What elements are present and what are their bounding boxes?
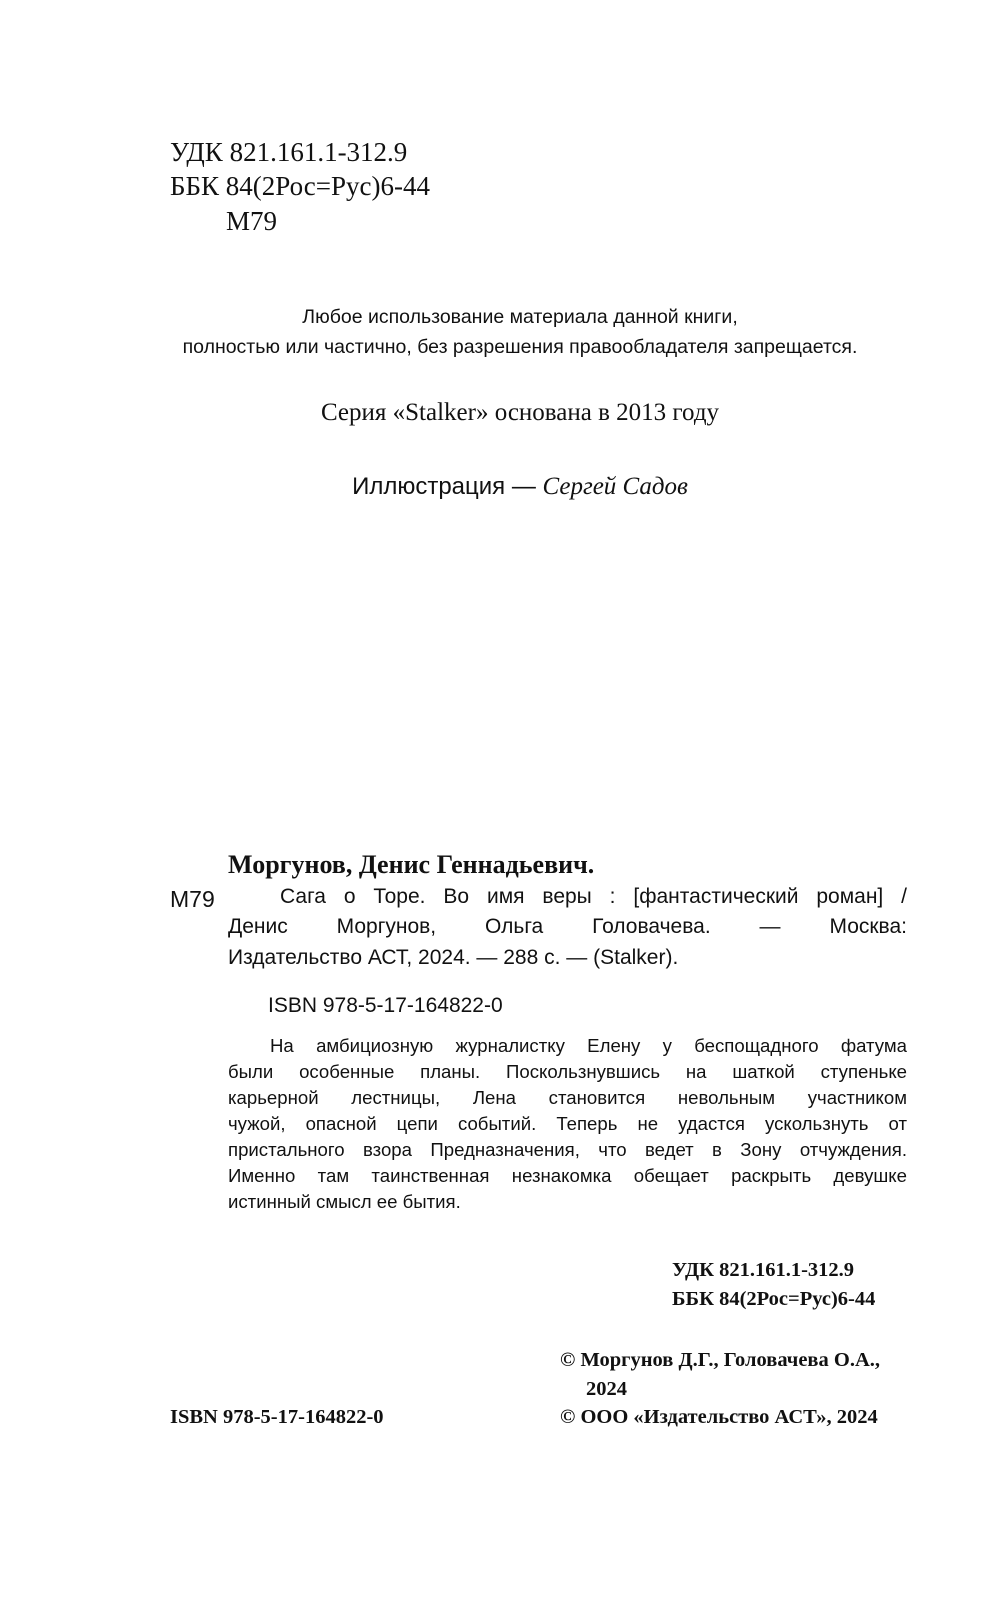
copyright-authors: © Моргунов Д.Г., Головачева О.А.,	[560, 1349, 881, 1371]
rights-notice-line1: Любое использование материала данной книги,	[302, 306, 738, 328]
record-description-line: Денис Моргунов, Ольга Головачева. — Москва:	[228, 915, 907, 938]
annotation-line: чужой, опасной цепи событий. Теперь не удастся ускользнуть от	[228, 1113, 907, 1134]
header-code: М79	[226, 206, 278, 236]
footer-isbn: ISBN 978-5-17-164822-0	[170, 1406, 384, 1428]
record-isbn: ISBN 978-5-17-164822-0	[268, 994, 503, 1017]
header-udk: УДК 821.161.1-312.9	[170, 137, 408, 167]
record-description-line: Издательство АСТ, 2024. — 288 с. — (Stalker).	[228, 946, 679, 969]
annotation-line: были особенные планы. Поскользнувшись на шаткой ступеньке	[228, 1061, 907, 1082]
footer-udk: УДК 821.161.1-312.9	[672, 1259, 855, 1281]
annotation-line: карьерной лестницы, Лена становится невольным участником	[228, 1087, 907, 1108]
footer-bbk: ББК 84(2Рос=Рус)6-44	[672, 1288, 876, 1310]
series-note: Серия «Stalker» основана в 2013 году	[320, 399, 720, 426]
annotation-line: истинный смысл ее бытия.	[228, 1191, 461, 1212]
copyright-authors-year: 2024	[586, 1378, 627, 1400]
annotation-line: Именно там таинственная незнакомка обещает раскрыть девушке	[228, 1165, 907, 1186]
annotation-line: пристального взора Предназначения, что ведет в Зону отчуждения.	[228, 1139, 907, 1160]
illustration-credit	[20, 473, 1000, 501]
record-author: Моргунов, Денис Геннадьевич.	[228, 850, 595, 879]
record-code: М79	[170, 886, 215, 912]
rights-notice-line2: полностью или частично, без разрешения правообладателя запрещается.	[182, 336, 858, 358]
illustration-artist: Сергей Садов	[542, 473, 688, 500]
record-description-line: Сага о Торе. Во имя веры : [фантастический роман] /	[280, 885, 907, 908]
header-bbk: ББК 84(2Рос=Рус)6-44	[170, 171, 430, 201]
copyright-publisher: © ООО «Издательство АСТ», 2024	[560, 1406, 878, 1428]
annotation-line: На амбициозную журналистку Елену у беспощадного фатума	[270, 1035, 907, 1056]
illustration-label: Иллюстрация —	[352, 473, 543, 500]
